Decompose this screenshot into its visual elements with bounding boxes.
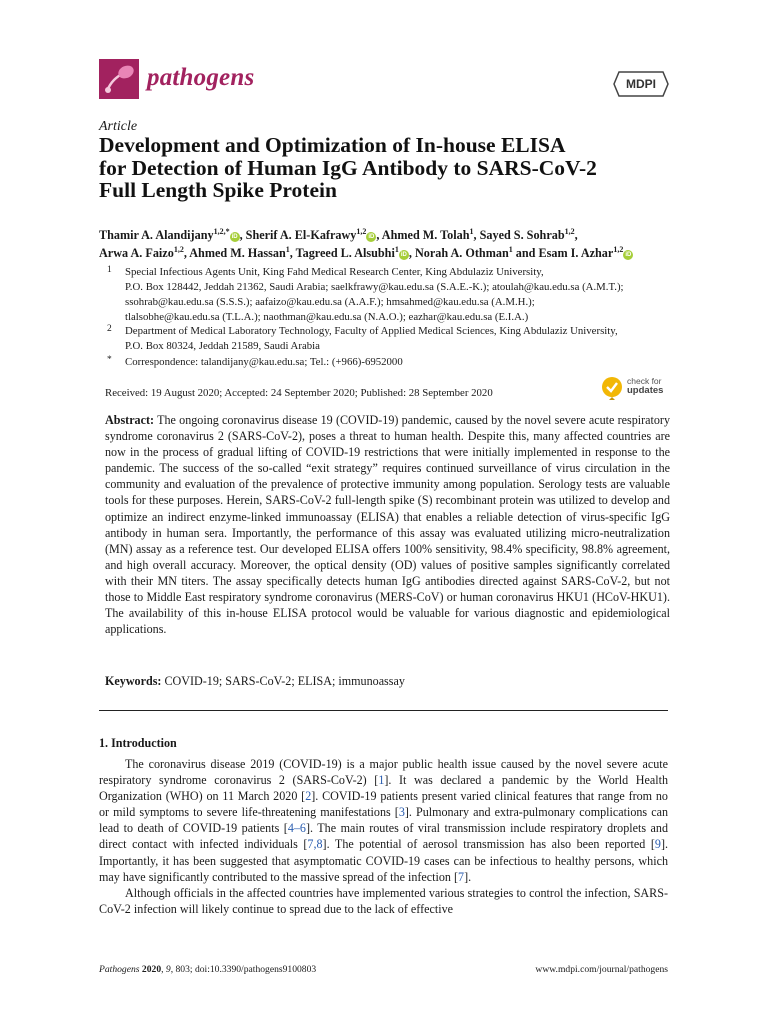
body-paragraph — [99, 756, 668, 885]
affiliation-line: P.O. Box 80324, Jeddah 21589, Saudi Arabia — [125, 340, 320, 352]
mdpi-logo-icon — [613, 70, 669, 98]
paper-title — [99, 134, 689, 202]
footer-citation: Pathogens 2020, 9, 803; doi:10.3390/pathogens9100803 — [99, 964, 317, 975]
affiliation-line: Department of Medical Laboratory Technology, Faculty of Applied Medical Sciences, King Abdulaziz University, — [125, 325, 618, 337]
section-divider — [99, 710, 668, 711]
check-for-updates-badge[interactable] — [601, 376, 671, 400]
author-separator: , — [574, 228, 578, 243]
keywords — [105, 674, 405, 689]
affiliation-mark: 1 — [107, 265, 112, 275]
body-text: ]. — [464, 869, 472, 884]
author-affiliation-sup: 1,2 — [173, 245, 184, 254]
body-text: Although officials in the affected countries have implemented various strategies to control the infection, SARS-CoV-2 infection will likely continue to spread due to the lack of effective — [99, 885, 668, 916]
author-name: Sayed S. Sohrab — [479, 228, 565, 243]
authors-line — [99, 227, 578, 243]
correspondence-mark: * — [107, 355, 112, 365]
abstract-label: Abstract: — [105, 413, 155, 427]
footer-doi: , 803; doi:10.3390/pathogens9100803 — [170, 964, 317, 975]
citation-link[interactable]: 3 — [398, 805, 405, 820]
orcid-icon[interactable]: iD — [368, 234, 375, 241]
author-separator: , — [183, 246, 190, 261]
author-separator: and — [512, 246, 539, 261]
body-text: ]. Importantly, it has been suggested that asymptomatic COVID-19 cases can be infectious to healthy persons, which may have significantly contributed to the massive spread of the infection [ — [99, 837, 668, 884]
title-line: Full Length Spike Protein — [99, 178, 337, 202]
author-name: Ahmed M. Hassan — [189, 246, 286, 261]
title-line: Development and Optimization of In-house ELISA — [99, 133, 566, 157]
journal-logo-icon — [99, 59, 139, 99]
affiliation-line: ssohrab@kau.edu.sa (S.S.S.); aafaizo@kau.edu.sa (A.A.F.); hmsahmed@kau.edu.sa (A.M.H.); — [125, 296, 535, 308]
author-separator: , — [289, 246, 296, 261]
author-affiliation-sup: 1,2 — [613, 245, 624, 254]
affiliation-2 — [125, 324, 685, 354]
journal-name: pathogens — [147, 64, 255, 91]
body-text: ]. Pulmonary and extra-pulmonary complications can lead to death of COVID-19 patients [ — [99, 805, 668, 836]
body-paragraph — [99, 885, 668, 917]
author-affiliation-sup: 1 — [469, 227, 474, 236]
author-name: Ahmed M. Tolah — [381, 228, 470, 243]
introduction-body — [99, 756, 668, 917]
body-text: ]. It was declared a pandemic by the World Health Organization (WHO) on 11 March 2020 [ — [99, 773, 668, 804]
article-type: Article — [99, 119, 138, 134]
citation-link[interactable]: 4–6 — [287, 821, 306, 836]
author-name: Esam I. Azhar — [538, 246, 614, 261]
footer-journal: Pathogens — [99, 964, 140, 975]
author-affiliation-sup: 1,2 — [356, 227, 367, 236]
footer-year: 2020 — [141, 964, 162, 975]
footer-volume: 9 — [165, 964, 171, 975]
updates-badge-line: check for — [627, 376, 662, 386]
body-text: ]. The main routes of viral transmission include respiratory droplets and direct contact with infected individuals [ — [99, 821, 668, 852]
author-affiliation-sup: 1 — [285, 245, 290, 254]
author-name: Norah A. Othman — [414, 246, 509, 261]
author-separator: , — [473, 228, 480, 243]
citation-link[interactable]: 7 — [458, 869, 465, 884]
correspondence-line: Correspondence: talandijany@kau.edu.sa; Tel.: (+966)-6952000 — [125, 356, 403, 368]
section-heading: 1. Introduction — [99, 736, 177, 750]
author-name: Thamir A. Alandijany — [99, 228, 214, 243]
author-name: Sherif A. El-Kafrawy — [245, 228, 357, 243]
keywords-text: COVID-19; SARS-CoV-2; ELISA; immunoassay — [161, 674, 405, 688]
author-name: Arwa A. Faizo — [99, 246, 174, 261]
body-text: ]. COVID-19 patients present varied clinical features that range from no or mild symptoms to severe life-threatening manifestations [ — [99, 789, 668, 820]
citation-link[interactable]: 1 — [378, 773, 385, 788]
keywords-label: Keywords: — [105, 674, 162, 688]
body-text: The coronavirus disease 2019 (COVID-19) is a major public health issue caused by the novel severe acute respiratory syndrome coronavirus 2 (SARS-CoV-2) [ — [99, 757, 668, 788]
body-text: ]. The potential of aerosol transmission has also been reported [ — [322, 837, 655, 852]
author-separator: , — [408, 246, 415, 261]
affiliation-line: tlalsobhe@kau.edu.sa (T.L.A.); naothman@kau.edu.sa (N.A.O.); eazhar@kau.edu.sa (E.I.A.) — [125, 311, 529, 323]
author-affiliation-sup: 1 — [508, 245, 513, 254]
author-affiliation-sup: 1 — [394, 245, 399, 254]
author-affiliation-sup: 1,2 — [564, 227, 575, 236]
author-separator: , — [376, 228, 382, 243]
affiliation-line: Special Infectious Agents Unit, King Fahd Medical Research Center, King Abdulaziz University, — [125, 266, 544, 278]
abstract-text: The ongoing coronavirus disease 19 (COVID-19) pandemic, caused by the novel severe acute respiratory syndrome coronavirus 2 (SARS-CoV-2), poses a threat to human health. Despite this, many affected countries are now in the process of gradual lifting of COVID-19 restrictions that were initially implemented in response to the pandemic. The success of the so-called “exit strategy” requires continued surveillance of virus circulation in the community and evaluation of the prevalence of protective immunity among population. Serology tests are valuable tools for these purposes. Herein, SARS-CoV-2 full-length spike (S) recombinant protein was utilized to develop and optimize an indirect enzyme-linked immunoassay (ELISA) that enables a reliable detection of virus-specific IgG antibody in human sera. Importantly, the performance of this assay was evaluated utilizing micro-neutralization (MN) assay as a reference test. Our developed ELISA offers 100% sensitivity, 98.4% specificity, 98.8% agreement, and high overall accuracy. Moreover, the optical density (OD) values of positive samples significantly correlated with their MN titers. The assay specifically detects human IgG antibodies directed against SARS-CoV-2, but not those to Middle East respiratory syndrome coronavirus (MERS-CoV) or human coronavirus HKU1 (HCoV-HKU1). The availability of this in-house ELISA protocol would be valuable for various diagnostic and epidemiological applications. — [105, 413, 670, 637]
affiliation-mark: 2 — [107, 324, 112, 334]
orcid-icon[interactable]: iD — [625, 252, 632, 259]
orcid-icon[interactable]: iD — [400, 252, 407, 259]
orcid-icon[interactable]: iD — [231, 234, 238, 241]
bookmark-check-icon — [601, 376, 623, 400]
authors-line — [99, 245, 633, 261]
affiliation-1 — [125, 265, 685, 325]
citation-link[interactable]: 2 — [305, 789, 312, 804]
affiliation-line: P.O. Box 128442, Jeddah 21362, Saudi Arabia; saelkfrawy@kau.edu.sa (S.A.E.-K.); atoulah@kau.edu.sa (A.M.T.); — [125, 281, 624, 293]
correspondence — [125, 355, 685, 370]
citation-link[interactable]: 9 — [654, 837, 661, 852]
updates-badge-line: updates — [627, 385, 664, 396]
title-line: for Detection of Human IgG Antibody to SARS-CoV-2 — [99, 155, 597, 180]
author-separator: , — [239, 228, 246, 243]
citation-link[interactable]: 7,8 — [307, 837, 323, 852]
journal-url-link[interactable]: www.mdpi.com/journal/pathogens — [535, 964, 668, 975]
publisher-logo-text: MDPI — [626, 77, 656, 91]
author-name: Tagreed L. Alsubhi — [295, 246, 395, 261]
abstract — [105, 412, 670, 637]
author-affiliation-sup: 1,2,* — [213, 227, 230, 236]
publication-dates: Received: 19 August 2020; Accepted: 24 September 2020; Published: 28 September 2020 — [105, 387, 493, 399]
